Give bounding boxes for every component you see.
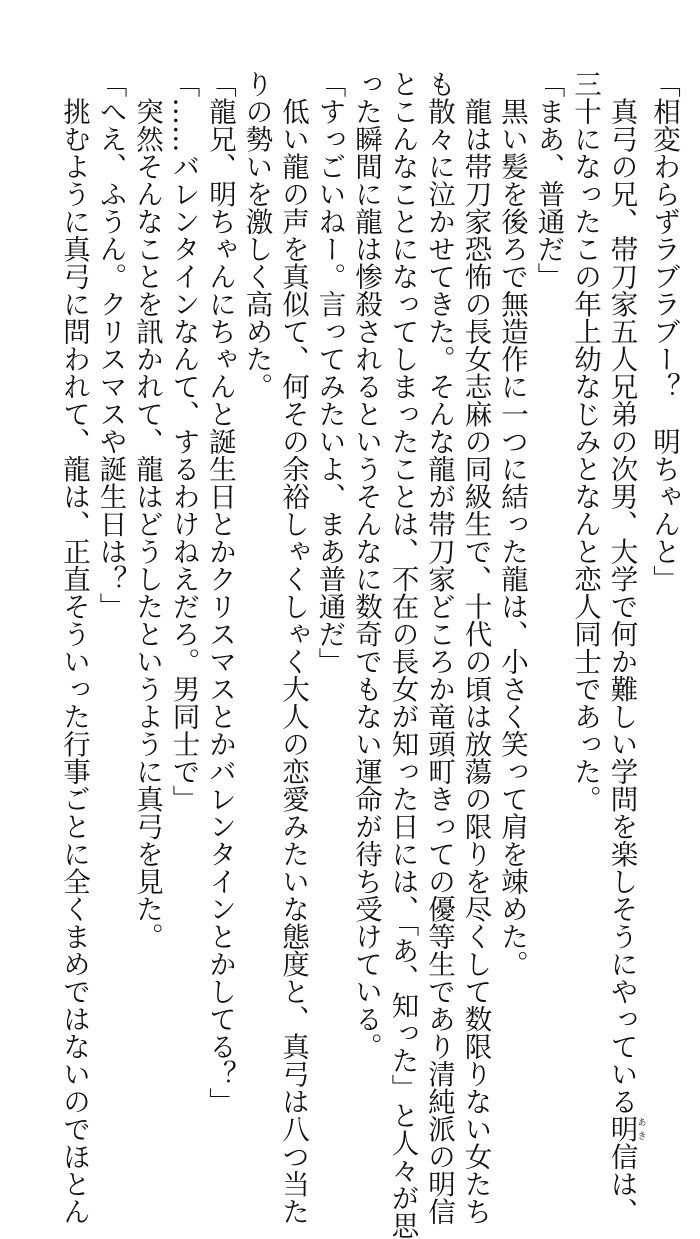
text-line: った瞬間に龍は惨殺されるというそんなに数奇でもない運命が待ち受けている。 <box>350 70 382 1060</box>
text-line: 低い龍の声を真似て、何その余裕しゃくしゃく大人の恋愛みたいな態度と、真弓は八つ当た <box>277 70 309 1225</box>
text-line: 三十になったこの年上幼なじみとなんと恋人同士であった。 <box>569 70 601 813</box>
text-line: 「まあ、普通だ」 <box>532 70 565 290</box>
text-line: 黒い髪を後ろで無造作に一つに結った龍は、小さく笑って肩を竦めた。 <box>496 70 528 978</box>
text-line: とこんなことになってしまったことは、不在の長女が知った日には、「あ、知った」と人々が思 <box>386 70 419 1239</box>
text-line: 「龍兄、明ちゃんにちゃんと誕生日とかクリスマスとかバレンタインとかしてる？」 <box>204 70 236 1115</box>
text-line: 「……バレンタインなんて、するわけねえだろ。男同士で」 <box>167 70 200 813</box>
text-line: 突然そんなことを訊かれて、龍はどうしたというように真弓を見た。 <box>131 70 163 950</box>
text-line: も散々に泣かせてきた。そんな龍が帯刀家どころか竜頭町きっての優等生であり清純派の明信 <box>423 70 455 1225</box>
text-line: 龍は帯刀家恐怖の長女志麻の同級生で、十代の頃は放蕩の限りを尽くして数限りない女たち <box>459 70 492 1225</box>
text-line: りの勢いを激しく高めた。 <box>240 70 273 400</box>
furigana: 明あき <box>605 1115 646 1143</box>
text-line: 「へえ、ふうん。クリスマスや誕生日は？」 <box>94 70 127 620</box>
text-line: 挑むように真弓に問われて、龍は、正直そういった行事ごとに全くまめではないのでほとん <box>58 70 90 1225</box>
text-line: 真弓の兄、帯刀家五人兄弟の次男、大学で何か難しい学問を楽しそうにやっている明あき信は、 <box>605 70 646 1225</box>
vertical-text-block <box>38 70 682 1239</box>
text-line: 「相変わらずラブラブー？ 明ちゃんと」 <box>648 70 680 593</box>
text-line: 「すっごいねー。言ってみたいよ、まあ普通だ」 <box>313 70 346 675</box>
